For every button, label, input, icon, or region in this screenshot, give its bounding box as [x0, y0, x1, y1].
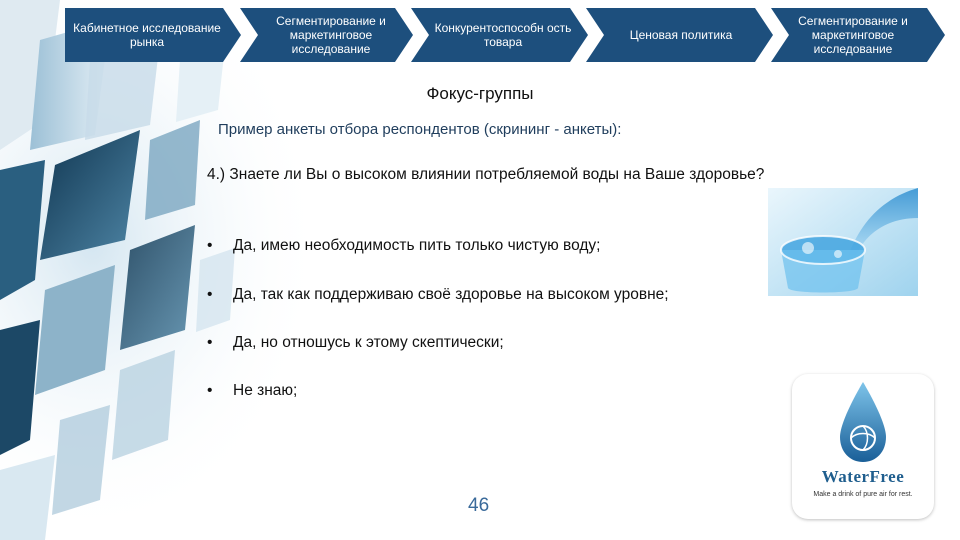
slide-subtitle: Пример анкеты отбора респондентов (скрининг - анкеты):	[218, 121, 622, 138]
logo-tagline: Make a drink of pure air for rest.	[813, 491, 913, 498]
waterfree-logo-card	[792, 374, 934, 519]
bullet: •	[207, 237, 213, 254]
answer-option	[207, 382, 297, 400]
answer-option-text: Да, так как поддерживаю своё здоровье на высоком уровне;	[233, 286, 669, 303]
answer-option-text: Да, но отношусь к этому скептически;	[233, 334, 504, 351]
chevron-step-3-label: Конкурентоспособн ость товара	[434, 21, 572, 49]
chevron-step-1-label: Кабинетное исследование рынка	[73, 21, 221, 49]
chevron-step-5-label: Сегментирование и маркетинговое исследование	[798, 14, 908, 56]
page-number: 46	[468, 495, 490, 516]
bullet: •	[207, 334, 213, 351]
answer-option	[207, 334, 504, 352]
answer-option	[207, 286, 669, 304]
answer-option-text: Не знаю;	[233, 382, 298, 399]
bullet: •	[207, 382, 213, 399]
logo-name: WaterFree	[821, 467, 905, 486]
chevron-step-2-label: Сегментирование и маркетинговое исследование	[276, 14, 386, 56]
slide-title: Фокус-группы	[426, 84, 534, 103]
answer-option	[207, 237, 600, 255]
chevron-step-4-label: Ценовая политика	[629, 28, 733, 42]
bullet: •	[207, 286, 213, 303]
answer-option-text: Да, имею необходимость пить только чистую воду;	[233, 237, 601, 254]
water-drop-logo-icon	[838, 382, 888, 464]
survey-question: 4.) Знаете ли Вы о высоком влиянии потребляемой воды на Ваше здоровье?	[207, 166, 765, 183]
water-pouring-glass-image	[768, 188, 918, 296]
